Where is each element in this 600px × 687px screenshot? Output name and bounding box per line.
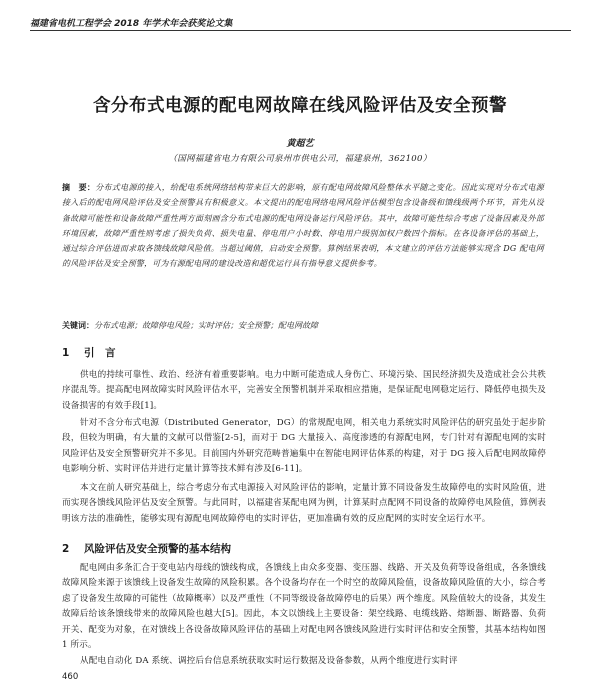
- header-divider: [30, 30, 571, 31]
- keywords-label: 关键词：: [62, 320, 94, 330]
- section-number: 2: [62, 543, 70, 555]
- paragraph-intro-2: 针对不含分布式电源（Distributed Generator，DG）的常规配电网，相关电力系统实时风险评估的研究虽处于起步阶段，但较为明确，有大量的文献可以借鉴[2-5]，而对于 DG 大量接入、高度渗透的有源配电网，专门针对有源配电网的实时风险评估及安全预警研究并不多见。目前国内外研究范畴普遍集中在智能电网评估体系的构建，对于 DG 接入后配电网故障停电影响分析、实时评估并进行定量计算等技术鲜有涉及[6-11]。: [62, 418, 546, 475]
- section-title: 引 言: [84, 347, 116, 359]
- paragraph-intro-3: 本文在前人研究基础上，综合考虑分布式电源接入对风险评估的影响，定量计算不同设备发生故障停电的实时风险值，进而实现各馈线风险评估及安全预警。与此同时，以福建省某配电网为例，计算某时点配网不同设备的故障停电风险值，算例表明该方法的准确性，能够实现有源配电网故障停电的实时评估，更加准确有效的反应配网的实时安全运行水平。: [62, 483, 546, 524]
- paragraph-intro-1: 供电的持续可靠性、政治、经济有着重要影响。电力中断可能造成人身伤亡、环境污染、国民经济损失及造成社会公共秩序混乱等。提高配电网故障实时风险评估水平，完善安全预警机制并采取相应措施，是保证配电网稳定运行、降低停电损失及设备损害的有效手段[1]。: [62, 370, 546, 411]
- abstract: [62, 180, 544, 272]
- section-heading-introduction: [62, 345, 116, 360]
- section-heading-structure: [62, 541, 231, 556]
- abstract-text: 分布式电源的接入，给配电系统网络结构带来巨大的影响，原有配电网故障风险整体水平随之变化。因此实现对分布式电源接入后的配电网风险评估及安全预警具有积极意义。本文提出的配电网络电网风险评估模型包含设备级和馈线级两个环节，首先从设备故障可能性和设备故障严重性两方面刻画含分布式电源的配电网设备运行风险评估。其中，故障可能性综合考虑了设备因素及外部环境因素，故障严重性则考虑了损失负荷、损失电量、停电用户小时数、停电用户级别加权户数四个指标。在各设备评估的基础上，通过综合评估进而求取各馈线故障风险值。当超过阈值，启动安全预警。算例结果表明，本文建立的评估方法能够实现含 DG 配电网的风险评估及安全预警，可为有源配电网的建设改造和超优运行具有指导意义提供参考。: [62, 183, 544, 269]
- keywords: [62, 318, 544, 333]
- section-title: 风险评估及安全预警的基本结构: [84, 543, 231, 555]
- page-number: 460: [62, 672, 79, 682]
- paper-title: 含分布式电源的配电网故障在线风险评估及安全预警: [93, 96, 507, 116]
- paragraph-structure-1: 配电网由多条汇合于变电站内母线的馈线构成，各馈线上由众多变器、变压器、线路、开关及负荷等设备组成，各条馈线故障风险来源于该馈线上设备发生故障的风险积累。各个设备均存在一个时空的故障风险值，设备故障风险值的大小，综合考虑了设备发生故障的可能性（故障概率）以及严重性（不同等级设备故障停电的后果）两个维度。风险值较大的设备，其发生故障后给该条馈线带来的故障风险也越大[5]。因此，本文以馈线上主要设备：架空线路、电缆线路、熔断器、断路器、负荷开关、配变为对象，在对馈线上各设备故障风险评估的基础上对配电网各馈线风险进行实时评估和安全预警，其基本结构如图 1 所示。: [62, 563, 546, 651]
- abstract-label: 摘 要：: [62, 182, 96, 192]
- section-number: 1: [62, 347, 70, 359]
- paragraph-structure-2: 从配电自动化 DA 系统、调控后台信息系统获取实时运行数据及设备参数，从两个维度进行实时评: [80, 656, 458, 666]
- affiliation: （国网福建省电力有限公司泉州市供电公司，福建泉州，362100）: [168, 154, 432, 164]
- author: 黄超艺: [286, 139, 314, 149]
- keywords-text: 分布式电源；故障停电风险；实时评估；安全预警；配电网故障: [94, 321, 318, 330]
- running-header: 福建省电机工程学会 2018 年学术年会获奖论文集: [30, 19, 233, 29]
